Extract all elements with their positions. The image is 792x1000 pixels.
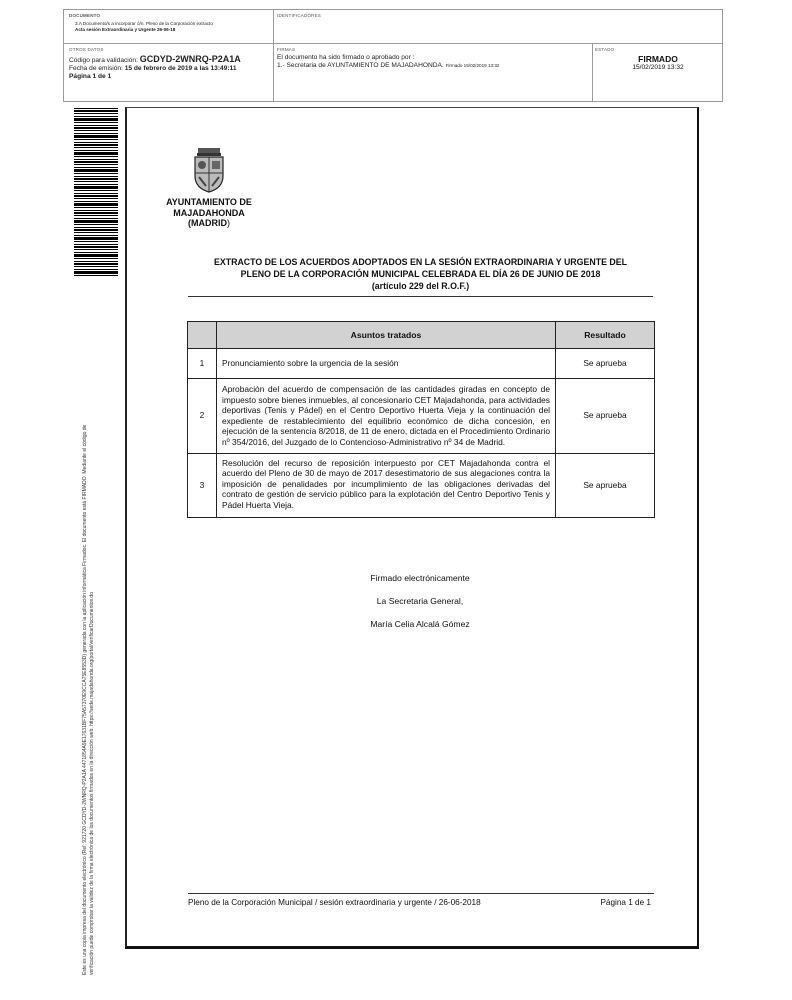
firmas-signer-date: Firmado 15/02/2019 13:32 xyxy=(445,63,500,68)
header-asuntos: Asuntos tratados xyxy=(217,322,556,349)
issuer-name xyxy=(150,197,268,229)
signer-name: María Celia Alcalá Gómez xyxy=(370,619,470,629)
title-line: PLENO DE LA CORPORACIÓN MUNICIPAL CELEBRADA EL DÍA 26 DE JUNIO DE 2018 xyxy=(240,269,601,279)
row-subject: Aprobación del acuerdo de compensación de las cantidades giradas en concepto de impuesto sobre bienes inmuebles, al concesionario CET Majadahonda, para actividades deportivas (Tenis y Pádel) en el Centro Deportivo Huerta Vieja y la continuación del expediente de restablecimiento del equilibrio económico de dicha concesión, en ejecución de la sentencia 8/2018, de 11 de enero, dictada en el Procedimiento Ordinario nº 354/2016, del Juzgado de lo Contencioso-Administrativo nº 34 de Madrid. xyxy=(217,379,556,454)
footer-rule xyxy=(188,893,654,894)
title-line: (artículo 229 del R.O.F.) xyxy=(371,281,470,291)
coat-of-arms-icon xyxy=(192,146,226,194)
barcode xyxy=(74,108,118,276)
issuer-region: (MADRID xyxy=(188,218,227,228)
row-number: 1 xyxy=(188,349,217,379)
document-page-frame xyxy=(125,107,699,949)
row-number: 3 xyxy=(188,453,217,517)
signer-role: La Secretaria General, xyxy=(376,596,464,606)
issuer-line: MAJADAHONDA xyxy=(173,207,245,218)
side-verification-text: Este es una copia impresa del documento electrónico (Ref: 921720 GCDYD-2WNRQ-P2A1A 4471854A9E17631BF75A57370E9CCA75E8553D) generada con la aplicación informática Firmadoc. El documento está FIRMADO. Mediante el código de xyxy=(82,424,88,975)
identificadores-label: IDENTIFICADORES xyxy=(277,13,322,18)
validation-code: GCDYD-2WNRQ-P2A1A xyxy=(139,54,241,64)
header-num xyxy=(188,322,217,349)
otros-datos-cell xyxy=(69,47,272,81)
issue-date: 15 de febrero de 2019 a las 13:49:11 xyxy=(124,65,237,72)
header-divider xyxy=(273,10,274,101)
row-number: 2 xyxy=(188,379,217,454)
row-subject: Pronunciamiento sobre la urgencia de la sesión xyxy=(217,349,556,379)
table-row xyxy=(188,379,655,454)
table-row xyxy=(188,349,655,379)
footer-page-number: Página 1 de 1 xyxy=(600,898,651,907)
issuer-region-close: ) xyxy=(227,218,230,228)
firmas-signer-name: 1.- Secretaria de AYUNTAMIENTO DE MAJADAHONDA. xyxy=(277,62,444,69)
signature-note: Firmado electrónicamente xyxy=(370,573,470,583)
documento-label: DOCUMENTO xyxy=(69,13,101,18)
status-date: 15/02/2019 13:32 xyxy=(632,64,684,71)
header-resultado: Resultado xyxy=(556,322,655,349)
validation-code-line xyxy=(69,55,272,65)
firmas-label: FIRMAS xyxy=(277,47,296,52)
table-row xyxy=(188,453,655,517)
status-badge: FIRMADO xyxy=(638,54,678,64)
firmas-cell xyxy=(277,47,589,70)
issue-date-prefix: Fecha de emisión: xyxy=(69,65,123,72)
header-page-count: Página 1 de 1 xyxy=(69,73,112,80)
otros-datos-label: OTROS DATOS xyxy=(69,47,104,52)
firmas-line: El documento ha sido firmado o aprobado por : xyxy=(277,54,415,61)
document-metadata-header xyxy=(63,9,723,102)
row-result: Se aprueba xyxy=(556,349,655,379)
row-result: Se aprueba xyxy=(556,453,655,517)
estado-label: ESTADO xyxy=(595,47,615,52)
side-verification-text: verificación puede comprobar la validez de la firma electrónica de los documentos firmados en la dirección web: https://sede.majadahonda.org/portal/verificarDocumentos.do xyxy=(89,592,95,975)
row-subject: Resolución del recurso de reposición interpuesto por CET Majadahonda contra el acuerdo del Pleno de 30 de mayo de 2017 desestimatorio de sus alegaciones contra la imposición de penalidades por incumplimiento de las obligaciones derivadas del contrato de gestión de servicio público para la explotación del Centro Deportivo Tenis y Pádel Huerta Vieja. xyxy=(217,453,556,517)
row-result: Se aprueba xyxy=(556,379,655,454)
header-divider xyxy=(64,43,722,44)
agenda-table xyxy=(187,321,655,518)
documento-text: Acta sesión Extraordinaria y Urgente 26-06-18 xyxy=(75,27,176,32)
footer-session: Pleno de la Corporación Municipal / sesión extraordinaria y urgente / 26-06-2018 xyxy=(188,898,481,907)
validation-code-prefix: Código para validación: xyxy=(69,57,138,64)
issuer-line xyxy=(150,218,268,229)
issue-date-line xyxy=(69,65,272,73)
title-rule xyxy=(188,296,653,297)
header-divider xyxy=(592,43,593,101)
table-header-row xyxy=(188,322,655,349)
documento-text: 3.A Documento/s a incorporar ó/n. Pleno de la Corporación extracto xyxy=(75,21,213,26)
documento-cell xyxy=(69,13,269,33)
title-line: EXTRACTO DE LOS ACUERDOS ADOPTADOS EN LA SESIÓN EXTRAORDINARIA Y URGENTE DEL xyxy=(213,257,627,267)
document-title xyxy=(188,256,653,292)
estado-cell xyxy=(595,47,721,71)
identificadores-cell xyxy=(277,13,477,18)
firmas-signer xyxy=(277,62,589,70)
issuer-line: AYUNTAMIENTO DE xyxy=(166,197,252,207)
